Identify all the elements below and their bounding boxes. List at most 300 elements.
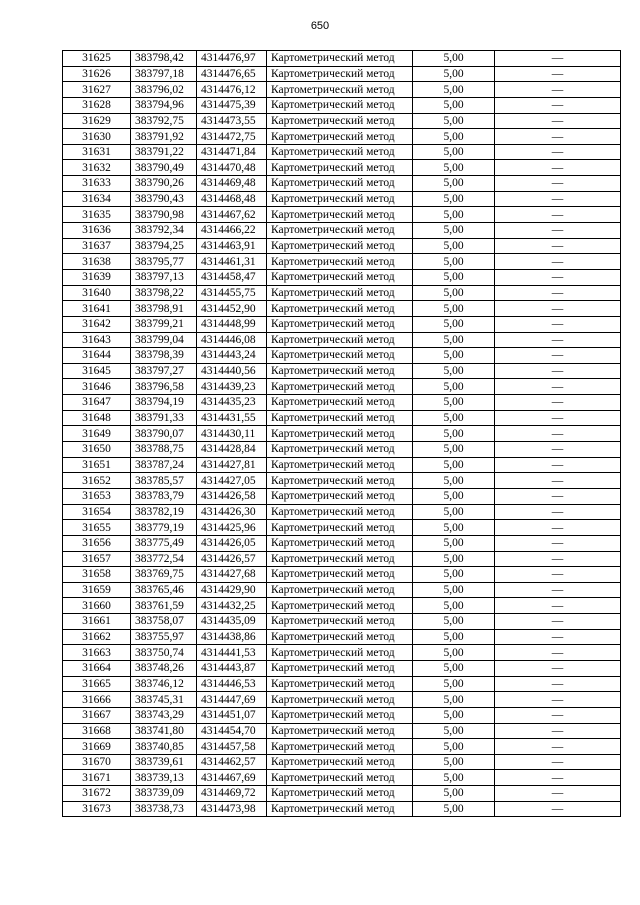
point-number-cell: 31632 — [63, 160, 131, 176]
method-cell: Картометрический метод — [267, 488, 413, 504]
method-cell: Картометрический метод — [267, 410, 413, 426]
point-number-cell: 31670 — [63, 754, 131, 770]
point-number-cell: 31664 — [63, 660, 131, 676]
table-row — [63, 285, 621, 301]
y-coordinate-cell: 4314447,69 — [197, 692, 267, 708]
table-row — [63, 160, 621, 176]
note-cell: — — [495, 801, 621, 817]
method-cell: Картометрический метод — [267, 473, 413, 489]
table-row — [63, 66, 621, 82]
note-cell: — — [495, 770, 621, 786]
note-cell: — — [495, 645, 621, 661]
table-row — [63, 238, 621, 254]
table-row — [63, 551, 621, 567]
y-coordinate-cell: 4314425,96 — [197, 520, 267, 536]
y-coordinate-cell: 4314443,87 — [197, 660, 267, 676]
method-cell: Картометрический метод — [267, 51, 413, 67]
x-coordinate-cell: 383792,75 — [131, 113, 197, 129]
point-number-cell: 31656 — [63, 535, 131, 551]
y-coordinate-cell: 4314427,81 — [197, 457, 267, 473]
point-number-cell: 31639 — [63, 269, 131, 285]
note-cell: — — [495, 285, 621, 301]
note-cell: — — [495, 598, 621, 614]
x-coordinate-cell: 383790,98 — [131, 207, 197, 223]
accuracy-cell: 5,00 — [413, 739, 495, 755]
accuracy-cell: 5,00 — [413, 770, 495, 786]
method-cell: Картометрический метод — [267, 426, 413, 442]
accuracy-cell: 5,00 — [413, 254, 495, 270]
table-row — [63, 660, 621, 676]
accuracy-cell: 5,00 — [413, 551, 495, 567]
method-cell: Картометрический метод — [267, 285, 413, 301]
accuracy-cell: 5,00 — [413, 176, 495, 192]
y-coordinate-cell: 4314426,05 — [197, 535, 267, 551]
x-coordinate-cell: 383792,34 — [131, 223, 197, 239]
point-number-cell: 31666 — [63, 692, 131, 708]
note-cell: — — [495, 191, 621, 207]
page-number: 650 — [310, 20, 330, 32]
table-row — [63, 51, 621, 67]
point-number-cell: 31635 — [63, 207, 131, 223]
method-cell: Картометрический метод — [267, 551, 413, 567]
y-coordinate-cell: 4314455,75 — [197, 285, 267, 301]
y-coordinate-cell: 4314473,55 — [197, 113, 267, 129]
method-cell: Картометрический метод — [267, 395, 413, 411]
method-cell: Картометрический метод — [267, 254, 413, 270]
x-coordinate-cell: 383790,26 — [131, 176, 197, 192]
x-coordinate-cell: 383783,79 — [131, 488, 197, 504]
accuracy-cell: 5,00 — [413, 457, 495, 473]
method-cell: Картометрический метод — [267, 223, 413, 239]
note-cell: — — [495, 97, 621, 113]
table-row — [63, 113, 621, 129]
x-coordinate-cell: 383787,24 — [131, 457, 197, 473]
accuracy-cell: 5,00 — [413, 51, 495, 67]
note-cell: — — [495, 254, 621, 270]
y-coordinate-cell: 4314475,39 — [197, 97, 267, 113]
table-row — [63, 770, 621, 786]
method-cell: Картометрический метод — [267, 442, 413, 458]
note-cell: — — [495, 66, 621, 82]
y-coordinate-cell: 4314452,90 — [197, 301, 267, 317]
point-number-cell: 31654 — [63, 504, 131, 520]
accuracy-cell: 5,00 — [413, 786, 495, 802]
table-row — [63, 567, 621, 583]
table-row — [63, 207, 621, 223]
point-number-cell: 31651 — [63, 457, 131, 473]
accuracy-cell: 5,00 — [413, 629, 495, 645]
table-row — [63, 410, 621, 426]
accuracy-cell: 5,00 — [413, 692, 495, 708]
table-row — [63, 316, 621, 332]
x-coordinate-cell: 383790,49 — [131, 160, 197, 176]
method-cell: Картометрический метод — [267, 129, 413, 145]
y-coordinate-cell: 4314454,70 — [197, 723, 267, 739]
y-coordinate-cell: 4314426,58 — [197, 488, 267, 504]
method-cell: Картометрический метод — [267, 770, 413, 786]
note-cell: — — [495, 301, 621, 317]
method-cell: Картометрический метод — [267, 301, 413, 317]
y-coordinate-cell: 4314463,91 — [197, 238, 267, 254]
x-coordinate-cell: 383775,49 — [131, 535, 197, 551]
table-row — [63, 269, 621, 285]
note-cell: — — [495, 723, 621, 739]
table-row — [63, 614, 621, 630]
point-number-cell: 31661 — [63, 614, 131, 630]
y-coordinate-cell: 4314476,97 — [197, 51, 267, 67]
note-cell: — — [495, 144, 621, 160]
x-coordinate-cell: 383796,58 — [131, 379, 197, 395]
point-number-cell: 31671 — [63, 770, 131, 786]
note-cell: — — [495, 692, 621, 708]
method-cell: Картометрический метод — [267, 801, 413, 817]
method-cell: Картометрический метод — [267, 504, 413, 520]
point-number-cell: 31640 — [63, 285, 131, 301]
x-coordinate-cell: 383790,43 — [131, 191, 197, 207]
note-cell: — — [495, 567, 621, 583]
x-coordinate-cell: 383799,04 — [131, 332, 197, 348]
note-cell: — — [495, 363, 621, 379]
x-coordinate-cell: 383788,75 — [131, 442, 197, 458]
x-coordinate-cell: 383790,07 — [131, 426, 197, 442]
accuracy-cell: 5,00 — [413, 82, 495, 98]
x-coordinate-cell: 383750,74 — [131, 645, 197, 661]
accuracy-cell: 5,00 — [413, 660, 495, 676]
method-cell: Картометрический метод — [267, 97, 413, 113]
y-coordinate-cell: 4314476,65 — [197, 66, 267, 82]
point-number-cell: 31658 — [63, 567, 131, 583]
note-cell: — — [495, 786, 621, 802]
point-number-cell: 31652 — [63, 473, 131, 489]
x-coordinate-cell: 383743,29 — [131, 707, 197, 723]
point-number-cell: 31634 — [63, 191, 131, 207]
table-row — [63, 379, 621, 395]
table-row — [63, 582, 621, 598]
table-row — [63, 692, 621, 708]
accuracy-cell: 5,00 — [413, 535, 495, 551]
accuracy-cell: 5,00 — [413, 332, 495, 348]
method-cell: Картометрический метод — [267, 692, 413, 708]
table-row — [63, 144, 621, 160]
method-cell: Картометрический метод — [267, 660, 413, 676]
table-row — [63, 254, 621, 270]
table-row — [63, 786, 621, 802]
accuracy-cell: 5,00 — [413, 598, 495, 614]
table-row — [63, 801, 621, 817]
accuracy-cell: 5,00 — [413, 645, 495, 661]
x-coordinate-cell: 383791,22 — [131, 144, 197, 160]
accuracy-cell: 5,00 — [413, 395, 495, 411]
x-coordinate-cell: 383798,91 — [131, 301, 197, 317]
table-row — [63, 488, 621, 504]
note-cell: — — [495, 269, 621, 285]
x-coordinate-cell: 383741,80 — [131, 723, 197, 739]
table-row — [63, 645, 621, 661]
method-cell: Картометрический метод — [267, 238, 413, 254]
table-row — [63, 301, 621, 317]
note-cell: — — [495, 660, 621, 676]
x-coordinate-cell: 383765,46 — [131, 582, 197, 598]
point-number-cell: 31626 — [63, 66, 131, 82]
note-cell: — — [495, 426, 621, 442]
x-coordinate-cell: 383791,33 — [131, 410, 197, 426]
method-cell: Картометрический метод — [267, 207, 413, 223]
point-number-cell: 31655 — [63, 520, 131, 536]
point-number-cell: 31646 — [63, 379, 131, 395]
x-coordinate-cell: 383798,42 — [131, 51, 197, 67]
y-coordinate-cell: 4314430,11 — [197, 426, 267, 442]
point-number-cell: 31633 — [63, 176, 131, 192]
note-cell: — — [495, 614, 621, 630]
point-number-cell: 31649 — [63, 426, 131, 442]
accuracy-cell: 5,00 — [413, 473, 495, 489]
y-coordinate-cell: 4314426,57 — [197, 551, 267, 567]
point-number-cell: 31644 — [63, 348, 131, 364]
x-coordinate-cell: 383798,22 — [131, 285, 197, 301]
accuracy-cell: 5,00 — [413, 66, 495, 82]
y-coordinate-cell: 4314472,75 — [197, 129, 267, 145]
x-coordinate-cell: 383740,85 — [131, 739, 197, 755]
point-number-cell: 31638 — [63, 254, 131, 270]
x-coordinate-cell: 383758,07 — [131, 614, 197, 630]
method-cell: Картометрический метод — [267, 582, 413, 598]
accuracy-cell: 5,00 — [413, 426, 495, 442]
y-coordinate-cell: 4314467,69 — [197, 770, 267, 786]
coordinates-table-body — [63, 51, 621, 817]
y-coordinate-cell: 4314451,07 — [197, 707, 267, 723]
x-coordinate-cell: 383779,19 — [131, 520, 197, 536]
y-coordinate-cell: 4314448,99 — [197, 316, 267, 332]
x-coordinate-cell: 383798,39 — [131, 348, 197, 364]
table-row — [63, 363, 621, 379]
y-coordinate-cell: 4314441,53 — [197, 645, 267, 661]
table-row — [63, 535, 621, 551]
method-cell: Картометрический метод — [267, 191, 413, 207]
method-cell: Картометрический метод — [267, 567, 413, 583]
note-cell: — — [495, 113, 621, 129]
method-cell: Картометрический метод — [267, 645, 413, 661]
y-coordinate-cell: 4314428,84 — [197, 442, 267, 458]
coordinates-table — [62, 50, 621, 817]
note-cell: — — [495, 410, 621, 426]
x-coordinate-cell: 383769,75 — [131, 567, 197, 583]
y-coordinate-cell: 4314461,31 — [197, 254, 267, 270]
note-cell: — — [495, 504, 621, 520]
accuracy-cell: 5,00 — [413, 410, 495, 426]
method-cell: Картометрический метод — [267, 160, 413, 176]
x-coordinate-cell: 383795,77 — [131, 254, 197, 270]
note-cell: — — [495, 676, 621, 692]
accuracy-cell: 5,00 — [413, 129, 495, 145]
y-coordinate-cell: 4314440,56 — [197, 363, 267, 379]
table-row — [63, 129, 621, 145]
accuracy-cell: 5,00 — [413, 113, 495, 129]
table-row — [63, 176, 621, 192]
note-cell: — — [495, 629, 621, 645]
accuracy-cell: 5,00 — [413, 520, 495, 536]
accuracy-cell: 5,00 — [413, 442, 495, 458]
note-cell: — — [495, 129, 621, 145]
note-cell: — — [495, 207, 621, 223]
note-cell: — — [495, 754, 621, 770]
y-coordinate-cell: 4314476,12 — [197, 82, 267, 98]
y-coordinate-cell: 4314468,48 — [197, 191, 267, 207]
table-row — [63, 82, 621, 98]
x-coordinate-cell: 383794,19 — [131, 395, 197, 411]
y-coordinate-cell: 4314458,47 — [197, 269, 267, 285]
note-cell: — — [495, 395, 621, 411]
x-coordinate-cell: 383794,96 — [131, 97, 197, 113]
accuracy-cell: 5,00 — [413, 301, 495, 317]
point-number-cell: 31628 — [63, 97, 131, 113]
accuracy-cell: 5,00 — [413, 582, 495, 598]
method-cell: Картометрический метод — [267, 82, 413, 98]
method-cell: Картометрический метод — [267, 520, 413, 536]
y-coordinate-cell: 4314473,98 — [197, 801, 267, 817]
table-row — [63, 191, 621, 207]
x-coordinate-cell: 383746,12 — [131, 676, 197, 692]
accuracy-cell: 5,00 — [413, 223, 495, 239]
method-cell: Картометрический метод — [267, 113, 413, 129]
note-cell: — — [495, 348, 621, 364]
point-number-cell: 31648 — [63, 410, 131, 426]
x-coordinate-cell: 383796,02 — [131, 82, 197, 98]
accuracy-cell: 5,00 — [413, 144, 495, 160]
table-row — [63, 473, 621, 489]
accuracy-cell: 5,00 — [413, 707, 495, 723]
x-coordinate-cell: 383739,61 — [131, 754, 197, 770]
method-cell: Картометрический метод — [267, 269, 413, 285]
method-cell: Картометрический метод — [267, 786, 413, 802]
y-coordinate-cell: 4314427,05 — [197, 473, 267, 489]
accuracy-cell: 5,00 — [413, 238, 495, 254]
point-number-cell: 31625 — [63, 51, 131, 67]
x-coordinate-cell: 383794,25 — [131, 238, 197, 254]
point-number-cell: 31643 — [63, 332, 131, 348]
table-row — [63, 348, 621, 364]
point-number-cell: 31647 — [63, 395, 131, 411]
y-coordinate-cell: 4314457,58 — [197, 739, 267, 755]
x-coordinate-cell: 383738,73 — [131, 801, 197, 817]
x-coordinate-cell: 383745,31 — [131, 692, 197, 708]
point-number-cell: 31642 — [63, 316, 131, 332]
table-row — [63, 629, 621, 645]
accuracy-cell: 5,00 — [413, 97, 495, 113]
method-cell: Картометрический метод — [267, 614, 413, 630]
note-cell: — — [495, 473, 621, 489]
x-coordinate-cell: 383799,21 — [131, 316, 197, 332]
method-cell: Картометрический метод — [267, 363, 413, 379]
table-row — [63, 707, 621, 723]
method-cell: Картометрический метод — [267, 66, 413, 82]
point-number-cell: 31653 — [63, 488, 131, 504]
table-row — [63, 520, 621, 536]
accuracy-cell: 5,00 — [413, 676, 495, 692]
y-coordinate-cell: 4314435,23 — [197, 395, 267, 411]
y-coordinate-cell: 4314443,24 — [197, 348, 267, 364]
y-coordinate-cell: 4314469,72 — [197, 786, 267, 802]
point-number-cell: 31659 — [63, 582, 131, 598]
point-number-cell: 31631 — [63, 144, 131, 160]
y-coordinate-cell: 4314466,22 — [197, 223, 267, 239]
x-coordinate-cell: 383761,59 — [131, 598, 197, 614]
table-row — [63, 723, 621, 739]
point-number-cell: 31657 — [63, 551, 131, 567]
method-cell: Картометрический метод — [267, 316, 413, 332]
table-row — [63, 754, 621, 770]
y-coordinate-cell: 4314446,08 — [197, 332, 267, 348]
point-number-cell: 31637 — [63, 238, 131, 254]
point-number-cell: 31673 — [63, 801, 131, 817]
y-coordinate-cell: 4314439,23 — [197, 379, 267, 395]
point-number-cell: 31665 — [63, 676, 131, 692]
point-number-cell: 31650 — [63, 442, 131, 458]
accuracy-cell: 5,00 — [413, 488, 495, 504]
x-coordinate-cell: 383739,13 — [131, 770, 197, 786]
point-number-cell: 31663 — [63, 645, 131, 661]
note-cell: — — [495, 379, 621, 395]
method-cell: Картометрический метод — [267, 144, 413, 160]
accuracy-cell: 5,00 — [413, 269, 495, 285]
point-number-cell: 31662 — [63, 629, 131, 645]
accuracy-cell: 5,00 — [413, 567, 495, 583]
x-coordinate-cell: 383791,92 — [131, 129, 197, 145]
accuracy-cell: 5,00 — [413, 363, 495, 379]
point-number-cell: 31668 — [63, 723, 131, 739]
x-coordinate-cell: 383785,57 — [131, 473, 197, 489]
method-cell: Картометрический метод — [267, 754, 413, 770]
method-cell: Картометрический метод — [267, 676, 413, 692]
y-coordinate-cell: 4314426,30 — [197, 504, 267, 520]
accuracy-cell: 5,00 — [413, 754, 495, 770]
point-number-cell: 31630 — [63, 129, 131, 145]
x-coordinate-cell: 383797,18 — [131, 66, 197, 82]
x-coordinate-cell: 383797,27 — [131, 363, 197, 379]
y-coordinate-cell: 4314427,68 — [197, 567, 267, 583]
x-coordinate-cell: 383782,19 — [131, 504, 197, 520]
accuracy-cell: 5,00 — [413, 316, 495, 332]
x-coordinate-cell: 383772,54 — [131, 551, 197, 567]
table-row — [63, 223, 621, 239]
method-cell: Картометрический метод — [267, 707, 413, 723]
note-cell: — — [495, 160, 621, 176]
table-row — [63, 97, 621, 113]
note-cell: — — [495, 442, 621, 458]
y-coordinate-cell: 4314471,84 — [197, 144, 267, 160]
point-number-cell: 31629 — [63, 113, 131, 129]
table-row — [63, 426, 621, 442]
y-coordinate-cell: 4314438,86 — [197, 629, 267, 645]
note-cell: — — [495, 316, 621, 332]
note-cell: — — [495, 223, 621, 239]
point-number-cell: 31672 — [63, 786, 131, 802]
x-coordinate-cell: 383797,13 — [131, 269, 197, 285]
note-cell: — — [495, 535, 621, 551]
method-cell: Картометрический метод — [267, 739, 413, 755]
method-cell: Картометрический метод — [267, 629, 413, 645]
note-cell: — — [495, 520, 621, 536]
x-coordinate-cell: 383748,26 — [131, 660, 197, 676]
note-cell: — — [495, 488, 621, 504]
y-coordinate-cell: 4314435,09 — [197, 614, 267, 630]
y-coordinate-cell: 4314470,48 — [197, 160, 267, 176]
note-cell: — — [495, 582, 621, 598]
table-row — [63, 504, 621, 520]
accuracy-cell: 5,00 — [413, 160, 495, 176]
method-cell: Картометрический метод — [267, 379, 413, 395]
x-coordinate-cell: 383739,09 — [131, 786, 197, 802]
x-coordinate-cell: 383755,97 — [131, 629, 197, 645]
